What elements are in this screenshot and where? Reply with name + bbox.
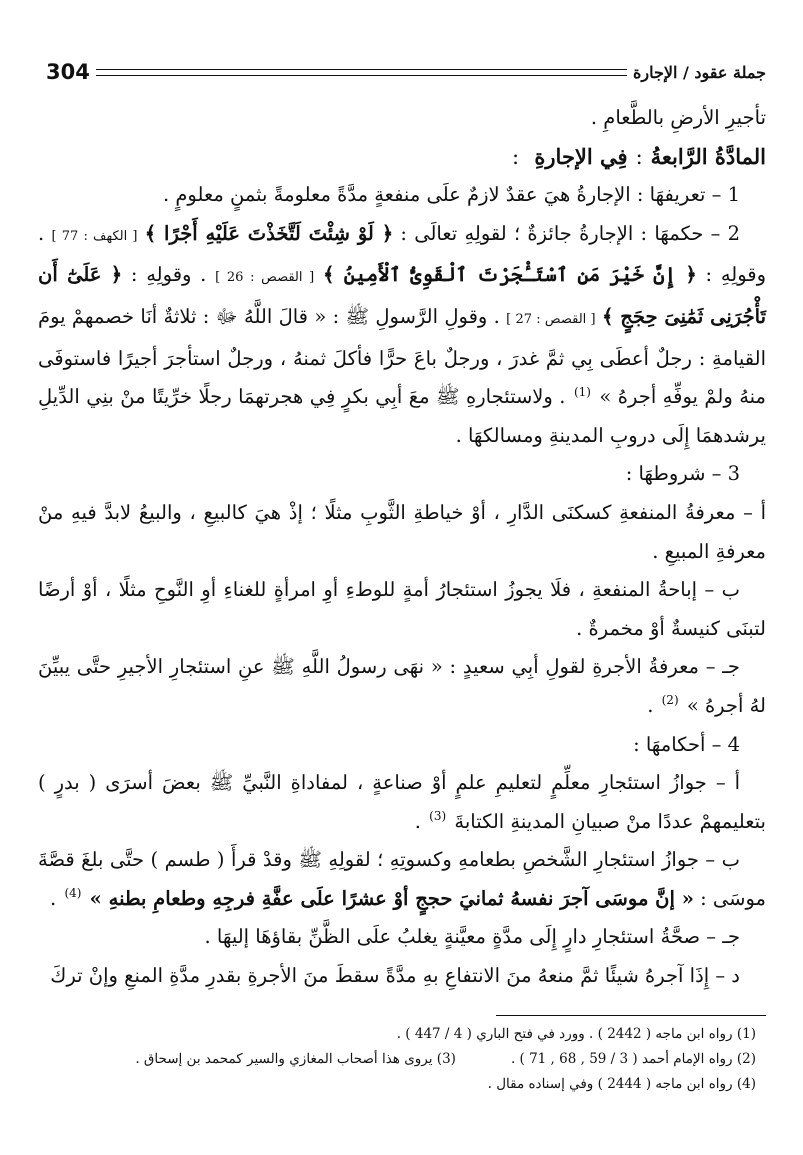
- quran-verse: ﴿ إِنَّ خَيْرَ مَنِ ٱسْتَـْٔجَرْتَ ٱلْقَوِىُّ ٱلْأَمِينُ ﴾: [322, 263, 697, 287]
- footnote-marker[interactable]: (3): [429, 809, 447, 824]
- ruling-item: [38, 918, 766, 957]
- ruling-item: [38, 957, 766, 996]
- section-title: المادَّةُ الرَّابعةُ: [650, 143, 766, 169]
- section-colon: :: [512, 144, 520, 169]
- ruling-text: . ولاستئجارهِ ﷺ معَ أبِي بكرٍ فِي هجرتهمَا رجلًا خرِّيتًا منْ بنِي الدِّيلِ يرشدهمَا إِلَى دروبِ المدينةِ ومسالكهَا .: [38, 385, 766, 447]
- punctuation: .: [414, 809, 421, 833]
- ruling-item-text: د – إِذَا آجرهُ شيئًا ثمَّ منعهُ منَ الانتفاعِ بهِ مدَّةً سقطَ منَ الأجرةِ بقدرِ مدَّةِ المنعِ وإنْ تركَ: [50, 964, 740, 988]
- section-heading: [38, 138, 766, 177]
- footnote-divider: [496, 1015, 766, 1016]
- footnote: (1) رواه ابن ماجه ( 2442 ) . وورد في فتح الباري ( 4 / 447 ) .: [396, 1026, 756, 1042]
- book-page: [38, 55, 766, 1135]
- text-line: تأجيرِ الأرضِ بالطَّعامِ .: [590, 106, 766, 129]
- footnote: (2) رواه الإمام أحمد ( 3 / 59 , 68 , 71 ) .: [510, 1051, 756, 1067]
- condition-text: جـ – معرفةُ الأجرةِ لقولِ أبِي سعيدٍ : « نهَى رسولُ اللَّهِ ﷺ عنِ استئجارِ الأجيرِ حتَّى يبيِّنَ لهُ أجرهُ »: [38, 655, 766, 717]
- ruling-text: . وقولِهِ :: [130, 263, 207, 287]
- condition-paragraph: [38, 648, 766, 725]
- footnote: (4) رواه ابن ماجه ( 2444 ) وفي إسناده مقال .: [487, 1076, 756, 1092]
- ruling-text: 2 – حكمهَا : الإجارةُ جائزةٌ ؛ لقولِهِ تعالَى :: [400, 221, 741, 245]
- page-number: 304: [46, 60, 90, 84]
- definition-paragraph: [38, 176, 766, 215]
- ruling-item-text: أ – جوازُ استئجارِ معلِّمٍ لتعليمِ علمٍ أوْ صناعةٍ ، لمفاداةِ النَّبيِّ ﷺ بعضَ أسرَى ( بدرٍ ) بتعليمهمْ عددًا منْ صبيانِ المدينةِ الكتابةَ: [38, 771, 766, 833]
- punctuation: .: [50, 886, 57, 910]
- punctuation: .: [647, 693, 654, 717]
- quran-verse: ﴿ عَلَىٰٓ أَن تَأْجُرَنِى ثَمَٰنِىَ حِجَجٍ ﴾: [38, 263, 767, 328]
- ruling-paragraph: [38, 215, 766, 456]
- footnote-row: [38, 1047, 766, 1072]
- page-header: [38, 55, 766, 89]
- condition-text: أ – معرفةُ المنفعةِ كسكنَى الدَّارِ ، أوْ خياطةِ الثَّوبِ مثلًا ؛ إذْ هيَ كالبيعِ ، والبيعُ لابدَّ فيهِ منْ معرفةِ المبيعِ .: [38, 500, 766, 563]
- verse-reference: [ القصص : 27 ]: [506, 311, 596, 327]
- condition-text: ب – إباحةُ المنفعةِ ، فلَا يجوزُ استئجارُ أمةٍ للوطءِ أوِ امرأةٍ للغناءِ أوِ النَّوحِ مثلًا ، أوْ أرضًا لتبنَى كنيسةٌ أوْ مخمرةٌ .: [38, 578, 766, 640]
- verse-reference: [ القصص : 26 ]: [215, 270, 315, 286]
- ruling-item-text: ب – جوازُ استئجارِ الشَّخصِ بطعامهِ وكسوتِهِ ؛ لقولِهِ ﷺ وقدْ قرأَ ( طسم ) حتَّى بلغَ قصَّةَ موسَى :: [38, 848, 766, 910]
- ruling-item-text: جـ – صحَّةُ استئجارِ دارٍ إِلَى مدَّةٍ معيَّنةٍ يغلبُ علَى الظَّنِّ بقاؤهَا إليهَا .: [204, 925, 740, 949]
- ruling-item: [38, 841, 766, 918]
- footnotes: [38, 1022, 766, 1097]
- rulings-heading: [38, 726, 766, 765]
- main-text: [38, 99, 766, 996]
- ruling-text: وقولِهِ :: [705, 263, 767, 287]
- footnote-marker[interactable]: (4): [64, 886, 82, 901]
- subheading-text: 3 – شروطهَا :: [625, 462, 740, 486]
- conditions-heading: [38, 455, 766, 494]
- section-subject: فِي الإجارةِ: [534, 143, 628, 169]
- footnote-marker[interactable]: (1): [573, 384, 591, 399]
- punctuation: .: [38, 221, 45, 245]
- hadith-text: . وقولِ الرَّسولِ ﷺ : « قالَ اللَّهُ ﷻ : ثلاثةٌ أنَا خصمهمْ يومَ القيامةِ : رجلٌ أعطَى بِي ثمَّ غدرَ ، ورجلٌ باعَ حرًّا فأكلَ ثمنهُ ، ورجلٌ استأجرَ أجيرًا فاستوفَى منهُ ولمْ يوفِّهِ أجرهُ »: [38, 304, 766, 409]
- paragraph: [38, 99, 766, 138]
- running-title: جملة عقود / الإجارة: [632, 62, 766, 82]
- verse-reference: [ الكهف : 77 ]: [51, 228, 138, 244]
- footnote-marker[interactable]: (2): [661, 693, 679, 708]
- ruling-item: [38, 764, 766, 841]
- section-separator: :: [635, 144, 643, 169]
- condition-paragraph: [38, 494, 766, 571]
- quran-verse: ﴿ لَوْ شِئْتَ لَتَّخَذْتَ عَلَيْهِ أَجْرًا ﴾: [144, 221, 394, 245]
- condition-paragraph: [38, 571, 766, 648]
- header-rule: [96, 69, 627, 76]
- definition-text: 1 – تعريفهَا : الإجارةُ هيَ عقدٌ لازمٌ علَى منفعةٍ مدَّةً معلومةً بثمنٍ معلومٍ .: [162, 183, 740, 207]
- footnote: (3) يروى هذا أصحاب المغازي والسير كمحمد بن إسحاق .: [135, 1051, 456, 1067]
- subheading-text: 4 – أحكامهَا :: [633, 732, 740, 756]
- hadith-quote: « إنَّ موسَى آجرَ نفسهُ ثمانيَ حججٍ أوْ عشرًا علَى عفَّةِ فرجِهِ وطعامِ بطنهِ »: [89, 886, 694, 910]
